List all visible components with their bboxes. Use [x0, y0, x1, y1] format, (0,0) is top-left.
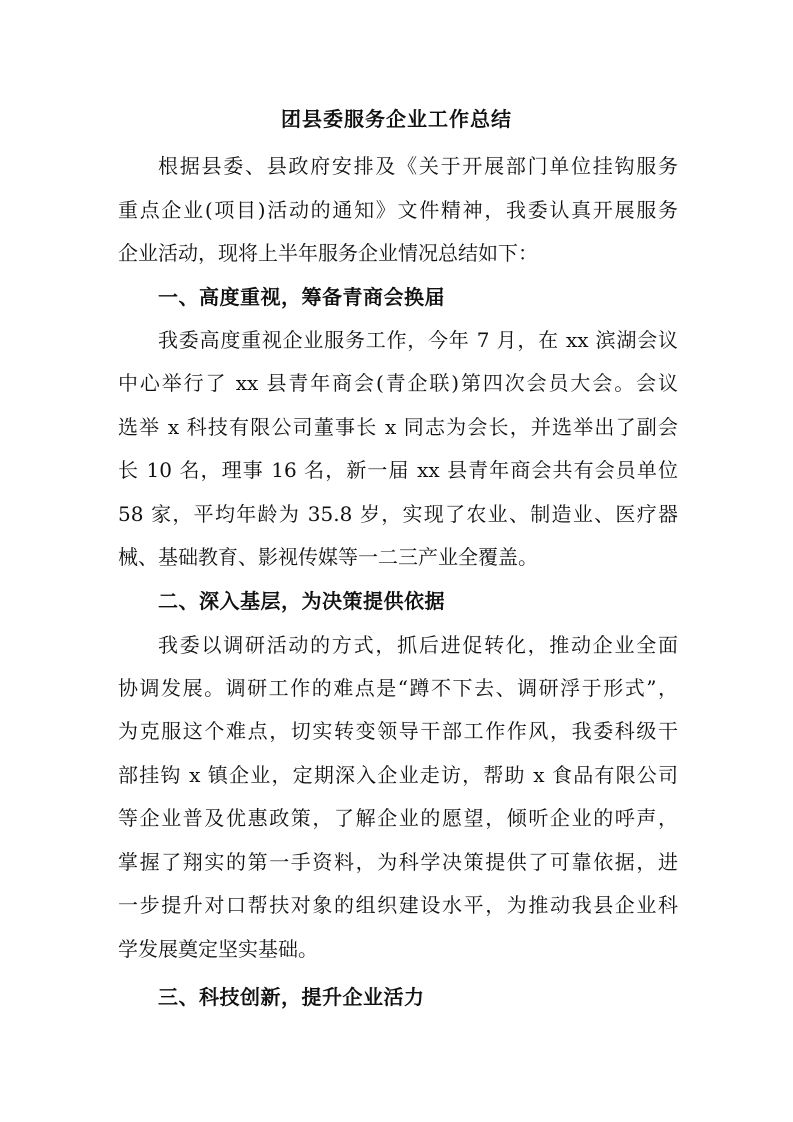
body-line: 学发展奠定坚实基础。 — [118, 937, 318, 961]
body-line: 中心举行了 xx 县青年商会(青企联)第四次会员大会。会议 — [118, 371, 678, 395]
body-line: 我委以调研活动的方式，抓后进促转化，推动企业全面 — [158, 633, 678, 657]
body-line: 械、基础教育、影视传媒等一二三产业全覆盖。 — [118, 545, 538, 569]
body-line: 一步提升对口帮扶对象的组织建设水平，为推动我县企业科 — [118, 893, 678, 917]
section-heading: 一、高度重视，筹备青商会换届 — [158, 285, 445, 309]
body-line: 58 家，平均年龄为 35.8 岁，实现了农业、制造业、医疗器 — [118, 502, 678, 526]
body-line: 长 10 名，理事 16 名，新一届 xx 县青年商会共有会员单位 — [118, 458, 678, 482]
body-line: 协调发展。调研工作的难点是“蹲不下去、调研浮于形式”， — [118, 676, 678, 700]
intro-line: 根据县委、县政府安排及《关于开展部门单位挂钩服务 — [158, 154, 678, 178]
body-line: 部挂钩 x 镇企业，定期深入企业走访，帮助 x 食品有限公司 — [118, 763, 678, 787]
intro-line: 企业活动，现将上半年服务企业情况总结如下： — [118, 241, 538, 265]
body-line: 等企业普及优惠政策，了解企业的愿望，倾听企业的呼声， — [118, 806, 678, 830]
body-line: 我委高度重视企业服务工作，今年 7 月，在 xx 滨湖会议 — [158, 328, 678, 352]
document-title: 团县委服务企业工作总结 — [281, 107, 512, 131]
section-heading: 二、深入基层，为决策提供依据 — [158, 589, 445, 613]
section-heading: 三、科技创新，提升企业活力 — [158, 985, 425, 1009]
body-line: 为克服这个难点，切实转变领导干部工作作风，我委科级干 — [118, 719, 678, 743]
intro-line: 重点企业(项目)活动的通知》文件精神，我委认真开展服务 — [118, 198, 678, 222]
body-line: 掌握了翔实的第一手资料，为科学决策提供了可靠依据，进 — [118, 850, 678, 874]
body-line: 选举 x 科技有限公司董事长 x 同志为会长，并选举出了副会 — [118, 415, 678, 439]
